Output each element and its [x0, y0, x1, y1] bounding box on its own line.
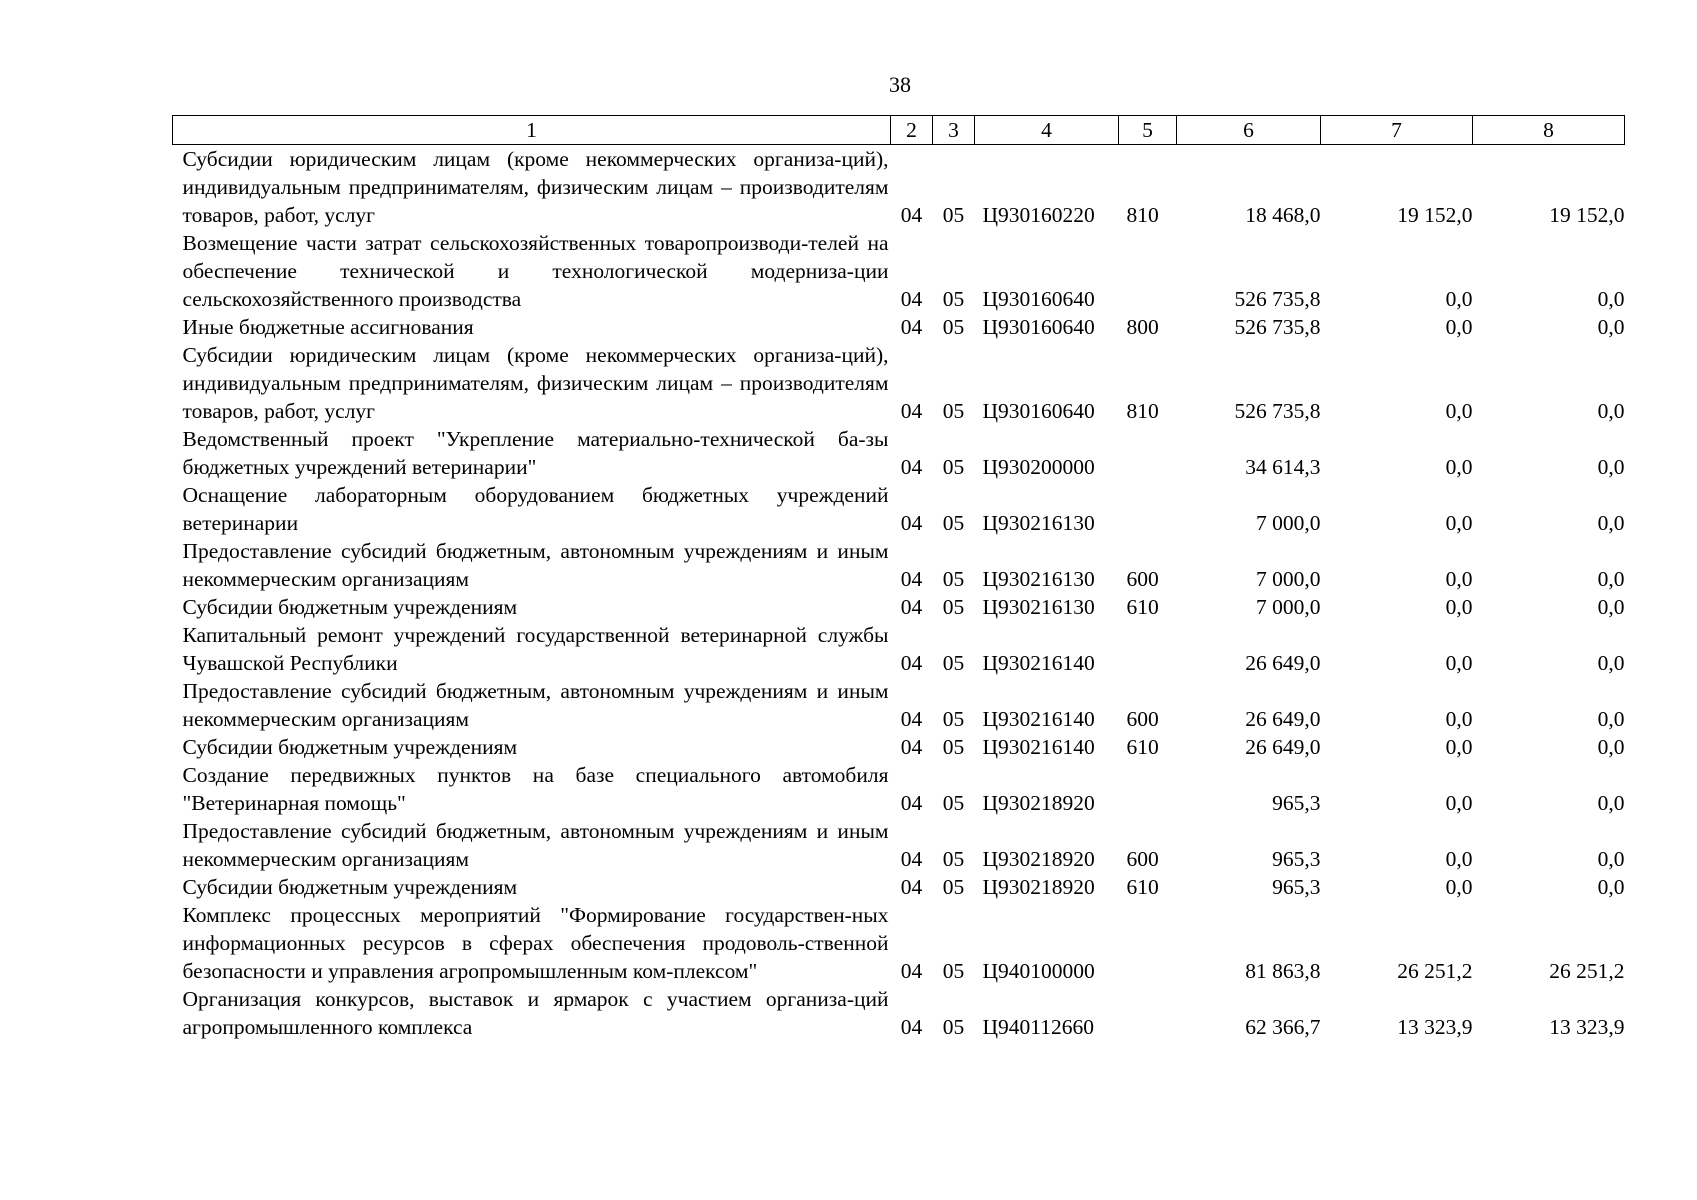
table-row [173, 145, 1625, 230]
row-subsection: 05 [942, 875, 965, 899]
row-amount-col7: 0,0 [1445, 595, 1473, 619]
row-amount-col7: 0,0 [1445, 707, 1473, 731]
row-subsection: 05 [942, 287, 965, 311]
row-name: Предоставление субсидий бюджетным, автономным учреждениям и иным некоммерческим организациям [182, 819, 889, 871]
row-amount-col6: 81 863,8 [1245, 959, 1321, 983]
row-subsection: 05 [942, 315, 965, 339]
row-name: Ведомственный проект "Укрепление материально-технической ба-зы бюджетных учреждений ветеринарии" [182, 427, 889, 479]
row-amount-col6: 526 735,8 [1234, 315, 1321, 339]
row-expense-type [1119, 985, 1177, 1041]
row-section: 04 [900, 847, 923, 871]
row-amount-col6: 34 614,3 [1245, 455, 1321, 479]
row-name: Субсидии бюджетным учреждениям [182, 875, 518, 899]
row-section: 04 [900, 399, 923, 423]
row-section: 04 [900, 287, 923, 311]
row-amount-col7: 0,0 [1445, 847, 1473, 871]
row-target-article: Ц930218920 [982, 875, 1095, 899]
row-expense-type [1119, 229, 1177, 313]
row-expense-type: 810 [1126, 399, 1159, 423]
row-expense-type: 800 [1126, 315, 1159, 339]
row-amount-col6: 526 735,8 [1234, 399, 1321, 423]
row-amount-col8: 13 323,9 [1549, 1015, 1625, 1039]
table-row [173, 481, 1625, 537]
row-amount-col8: 0,0 [1597, 315, 1625, 339]
row-subsection: 05 [942, 1015, 965, 1039]
row-target-article: Ц930216140 [982, 651, 1095, 675]
row-amount-col7: 0,0 [1445, 735, 1473, 759]
row-amount-col6: 965,3 [1272, 847, 1321, 871]
row-amount-col6: 26 649,0 [1245, 651, 1321, 675]
row-amount-col6: 526 735,8 [1234, 287, 1321, 311]
row-subsection: 05 [942, 735, 965, 759]
row-target-article: Ц930160640 [982, 287, 1095, 311]
row-amount-col7: 0,0 [1445, 651, 1473, 675]
table-row [173, 537, 1625, 593]
table-row [173, 901, 1625, 985]
row-subsection: 05 [942, 651, 965, 675]
table-row [173, 313, 1625, 341]
row-amount-col8: 0,0 [1597, 399, 1625, 423]
table-row [173, 677, 1625, 733]
row-amount-col8: 0,0 [1597, 791, 1625, 815]
row-amount-col6: 7 000,0 [1256, 511, 1321, 535]
column-header-4: 4 [975, 116, 1119, 145]
row-expense-type [1119, 901, 1177, 985]
row-target-article: Ц930200000 [982, 455, 1095, 479]
row-subsection: 05 [942, 399, 965, 423]
row-amount-col8: 19 152,0 [1549, 203, 1625, 227]
row-name: Комплекс процессных мероприятий "Формирование государствен-ных информационных ресурсов в сферах обеспечения продоволь-ственной безопасности и управления агропромышленным ком-плексом" [182, 903, 889, 983]
row-name: Субсидии бюджетным учреждениям [182, 735, 518, 759]
row-expense-type [1119, 621, 1177, 677]
row-name: Предоставление субсидий бюджетным, автономным учреждениям и иным некоммерческим организациям [182, 679, 889, 731]
row-amount-col7: 26 251,2 [1397, 959, 1473, 983]
row-amount-col7: 19 152,0 [1397, 203, 1473, 227]
row-amount-col8: 0,0 [1597, 847, 1625, 871]
row-subsection: 05 [942, 595, 965, 619]
row-amount-col7: 0,0 [1445, 399, 1473, 423]
row-expense-type: 810 [1126, 203, 1159, 227]
row-amount-col8: 0,0 [1597, 287, 1625, 311]
row-section: 04 [900, 791, 923, 815]
row-amount-col8: 0,0 [1597, 595, 1625, 619]
row-subsection: 05 [942, 203, 965, 227]
row-target-article: Ц930216130 [982, 567, 1095, 591]
row-amount-col7: 13 323,9 [1397, 1015, 1473, 1039]
row-target-article: Ц930216130 [982, 511, 1095, 535]
row-subsection: 05 [942, 455, 965, 479]
table-row [173, 593, 1625, 621]
row-target-article: Ц930218920 [982, 847, 1095, 871]
table-row [173, 985, 1625, 1041]
row-name: Оснащение лабораторным оборудованием бюджетных учреждений ветеринарии [182, 483, 889, 535]
row-section: 04 [900, 595, 923, 619]
row-target-article: Ц930160640 [982, 315, 1095, 339]
row-amount-col7: 0,0 [1445, 875, 1473, 899]
row-amount-col7: 0,0 [1445, 791, 1473, 815]
row-amount-col8: 0,0 [1597, 735, 1625, 759]
row-amount-col6: 7 000,0 [1256, 595, 1321, 619]
row-target-article: Ц930216140 [982, 707, 1095, 731]
row-name: Субсидии бюджетным учреждениям [182, 595, 518, 619]
row-subsection: 05 [942, 511, 965, 535]
row-amount-col6: 7 000,0 [1256, 567, 1321, 591]
row-target-article: Ц930160220 [982, 203, 1095, 227]
page-number: 38 [889, 72, 911, 97]
row-target-article: Ц930216130 [982, 595, 1095, 619]
row-name: Создание передвижных пунктов на базе специального автомобиля "Ветеринарная помощь" [182, 763, 889, 815]
column-header-1: 1 [173, 116, 891, 145]
table-row [173, 229, 1625, 313]
table-header-row [173, 116, 1625, 145]
row-target-article: Ц940100000 [982, 959, 1095, 983]
row-amount-col7: 0,0 [1445, 511, 1473, 535]
row-expense-type: 600 [1126, 847, 1159, 871]
row-amount-col8: 0,0 [1597, 875, 1625, 899]
column-header-6: 6 [1177, 116, 1321, 145]
row-amount-col8: 26 251,2 [1549, 959, 1625, 983]
row-amount-col8: 0,0 [1597, 651, 1625, 675]
row-subsection: 05 [942, 959, 965, 983]
row-target-article: Ц930160640 [982, 399, 1095, 423]
table-row [173, 425, 1625, 481]
row-subsection: 05 [942, 567, 965, 591]
row-name: Иные бюджетные ассигнования [182, 315, 474, 339]
column-header-7: 7 [1321, 116, 1473, 145]
row-expense-type: 610 [1126, 735, 1159, 759]
table-body [173, 145, 1625, 1042]
row-target-article: Ц930216140 [982, 735, 1095, 759]
row-expense-type: 600 [1126, 567, 1159, 591]
column-header-5: 5 [1119, 116, 1177, 145]
row-expense-type [1119, 425, 1177, 481]
row-section: 04 [900, 707, 923, 731]
row-name: Возмещение части затрат сельскохозяйственных товаропроизводи-телей на обеспечение технической и технологической модерниза-ции сельскохозяйственного производства [182, 231, 889, 311]
row-amount-col6: 26 649,0 [1245, 707, 1321, 731]
row-expense-type: 610 [1126, 875, 1159, 899]
row-section: 04 [900, 315, 923, 339]
row-section: 04 [900, 651, 923, 675]
row-section: 04 [900, 567, 923, 591]
row-name: Субсидии юридическим лицам (кроме некоммерческих организа-ций), индивидуальным предпринимателям, физическим лицам – производителям товаров, работ, услуг [182, 343, 889, 423]
row-amount-col8: 0,0 [1597, 707, 1625, 731]
row-amount-col6: 18 468,0 [1245, 203, 1321, 227]
row-subsection: 05 [942, 791, 965, 815]
column-header-2: 2 [891, 116, 933, 145]
row-amount-col6: 965,3 [1272, 791, 1321, 815]
row-name: Капитальный ремонт учреждений государственной ветеринарной службы Чувашской Республики [182, 623, 889, 675]
row-name: Предоставление субсидий бюджетным, автономным учреждениям и иным некоммерческим организациям [182, 539, 889, 591]
row-section: 04 [900, 735, 923, 759]
row-expense-type: 600 [1126, 707, 1159, 731]
row-section: 04 [900, 875, 923, 899]
row-amount-col8: 0,0 [1597, 511, 1625, 535]
column-header-3: 3 [933, 116, 975, 145]
table-row [173, 873, 1625, 901]
row-name: Организация конкурсов, выставок и ярмарок с участием организа-ций агропромышленного комплекса [182, 987, 889, 1039]
table-row [173, 341, 1625, 425]
row-amount-col7: 0,0 [1445, 455, 1473, 479]
row-expense-type [1119, 481, 1177, 537]
row-section: 04 [900, 511, 923, 535]
row-name: Субсидии юридическим лицам (кроме некоммерческих организа-ций), индивидуальным предпринимателям, физическим лицам – производителям товаров, работ, услуг [182, 147, 889, 227]
row-subsection: 05 [942, 847, 965, 871]
table-row [173, 621, 1625, 677]
row-section: 04 [900, 455, 923, 479]
row-amount-col6: 26 649,0 [1245, 735, 1321, 759]
row-expense-type [1119, 761, 1177, 817]
row-amount-col7: 0,0 [1445, 287, 1473, 311]
row-section: 04 [900, 1015, 923, 1039]
table-row [173, 761, 1625, 817]
row-target-article: Ц940112660 [982, 1015, 1094, 1039]
column-header-8: 8 [1473, 116, 1625, 145]
row-amount-col6: 965,3 [1272, 875, 1321, 899]
row-section: 04 [900, 959, 923, 983]
row-amount-col6: 62 366,7 [1245, 1015, 1321, 1039]
row-expense-type: 610 [1126, 595, 1159, 619]
table-row [173, 733, 1625, 761]
row-amount-col8: 0,0 [1597, 455, 1625, 479]
row-subsection: 05 [942, 707, 965, 731]
table-row [173, 817, 1625, 873]
row-section: 04 [900, 203, 923, 227]
budget-table [172, 115, 1625, 1041]
row-amount-col7: 0,0 [1445, 315, 1473, 339]
row-target-article: Ц930218920 [982, 791, 1095, 815]
row-amount-col8: 0,0 [1597, 567, 1625, 591]
row-amount-col7: 0,0 [1445, 567, 1473, 591]
